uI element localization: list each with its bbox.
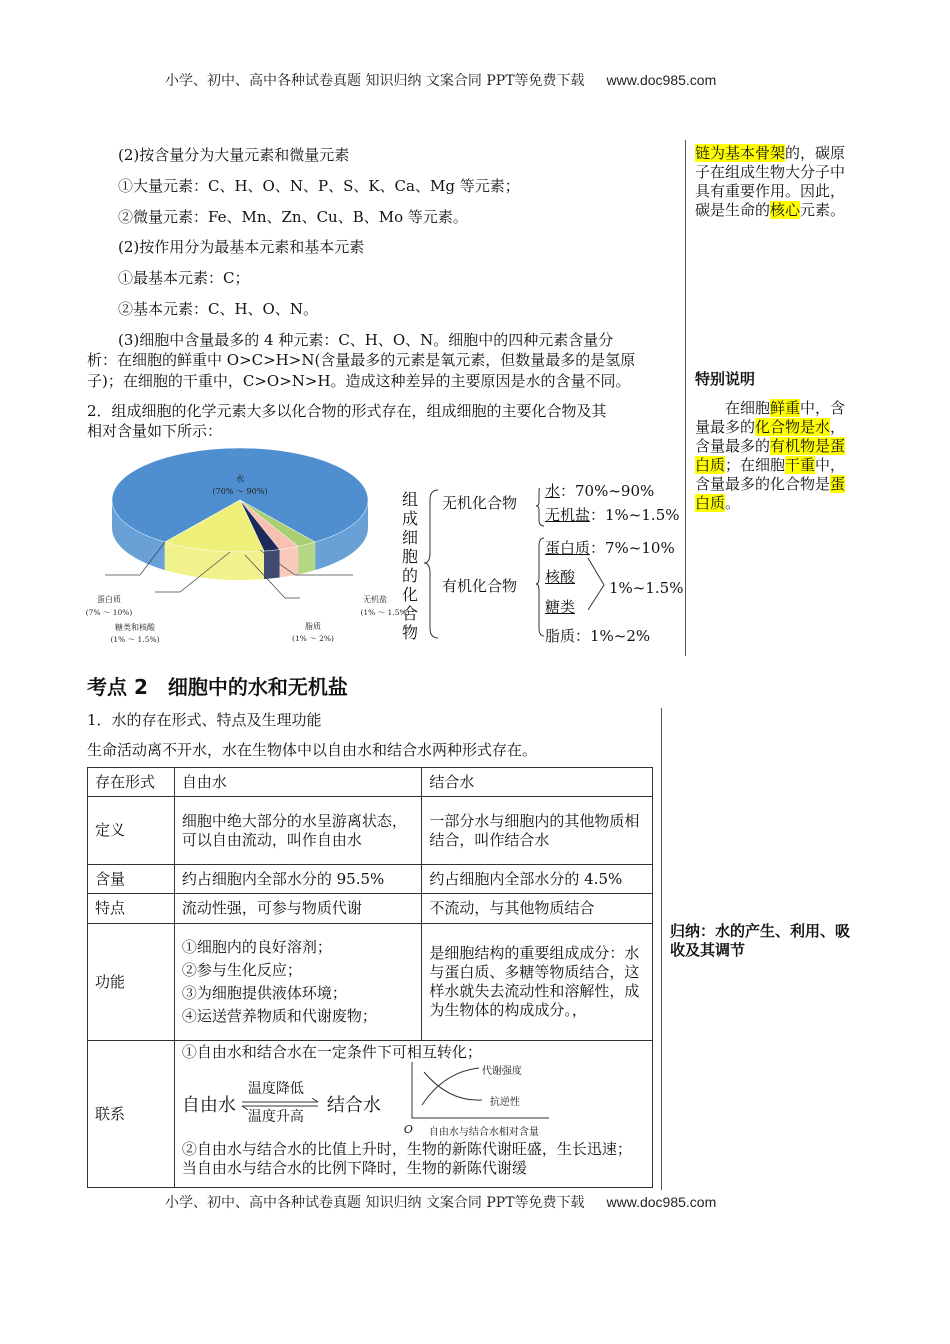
note-text: 中，含 [800, 399, 846, 417]
body-line: (2)按作用分为最基本元素和基本元素 [118, 238, 365, 256]
divider [661, 708, 662, 1190]
side-note-title: 特别说明 [695, 370, 756, 388]
highlight-text: 白质 [695, 494, 726, 512]
body-line: ①最基本元素：C； [118, 269, 250, 287]
table-cell: 是细胞结构的重要组成成分：水与蛋白质、多糖等物质结合，这样水就失去流动性和溶解性，成为生物体的构成成分。， [422, 924, 653, 1041]
footer-text: 小学、初中、高中各种试卷真题 知识归纳 文案合同 PPT等免费下载 [165, 1195, 585, 1211]
tree-inorganic: 无机化合物 [442, 494, 518, 512]
side-note-line [695, 182, 845, 201]
side-note-special [695, 370, 845, 513]
tree-salt: 无机盐 [545, 506, 591, 524]
header-text: 小学、初中、高中各种试卷真题 知识归纳 文案合同 PPT等免费下载 [165, 73, 585, 89]
pie-range: (7% ～ 10%) [85, 608, 133, 617]
highlight-text: 白质 [695, 456, 726, 474]
side-note-line [695, 418, 845, 437]
pie-label: 糖类和核酸 [115, 623, 155, 632]
pie-range-water: (70% ～ 90%) [212, 487, 268, 496]
graph-x-label: 自由水与结合水相对含量 [428, 1127, 539, 1138]
side-note-line [695, 475, 845, 494]
header-cell: 结合水 [422, 768, 653, 797]
pie-label: 蛋白质 [97, 595, 121, 604]
pie-wall-1 [298, 542, 315, 574]
highlight-text: 有机物是蛋 [770, 437, 846, 455]
body-line: 析：在细胞的鲜重中 O>C>H>N(含量最多的元素是氧元素，但数量最多的是氢原 [87, 351, 636, 369]
metabolism-graph [404, 1060, 554, 1132]
note-text: 。 [725, 494, 741, 512]
table-row [88, 797, 653, 865]
table-cell [174, 1041, 652, 1188]
water-table [87, 767, 653, 1188]
graph-metabolism-label: 代谢强度 [481, 1066, 522, 1077]
header-cell: 存在形式 [88, 768, 175, 797]
section-title: 考点 2 细胞中的水和无机盐 [87, 675, 348, 699]
subheading: 1．水的存在形式、特点及生理功能 [87, 711, 322, 729]
tree-water: 水 [545, 482, 561, 500]
highlight-text: 蛋 [830, 475, 846, 493]
table-cell: 一部分水与细胞内的其他物质相结合，叫作结合水 [422, 797, 653, 865]
cond-up: 温度升高 [247, 1109, 304, 1125]
highlight-text: 干重 [785, 456, 816, 474]
body-line: ②微量元素：Fe、Mn、Zn、Cu、B、Mo 等元素。 [118, 208, 468, 226]
side-note-line [695, 144, 845, 163]
list-item: ①细胞内的良好溶剂； [181, 938, 332, 956]
side-note-water: 归纳：水的产生、利用、吸收及其调节 [670, 922, 851, 959]
row-label: 功能 [88, 924, 175, 1041]
note-text: 子在组成生物大分子中 [695, 163, 846, 181]
body-line: ②基本元素：C、H、O、N。 [118, 300, 318, 318]
free-water-label: 自由水 [181, 1095, 236, 1116]
body-line: 相对含量如下所示： [87, 422, 223, 440]
highlight-text: 链为基本骨架 [695, 144, 786, 162]
pie-label: 脂质 [305, 622, 321, 631]
row-label: 联系 [88, 1041, 175, 1188]
bound-water-label: 结合水 [326, 1095, 381, 1116]
page-header [165, 70, 716, 90]
list-item: ②参与生化反应； [181, 961, 302, 979]
note-text: 含量最多的化合物是 [695, 475, 831, 493]
table-row [88, 924, 653, 1041]
highlight-text: 鲜重 [770, 399, 801, 417]
table-row [88, 865, 653, 894]
table-row [88, 894, 653, 924]
table-cell: 流动性强，可参与物质代谢 [174, 894, 422, 924]
table-row [88, 1041, 653, 1188]
note-text: 具有重要作用。因此， [695, 182, 846, 200]
tree-salt-value: ：1%~1.5% [590, 506, 680, 524]
tree-ns-value: 1%~1.5% [609, 579, 684, 597]
body-line: 2．组成细胞的化学元素大多以化合物的形式存在，组成细胞的主要化合物及其 [87, 402, 607, 420]
row-label: 含量 [88, 865, 175, 894]
list-item: ④运送营养物质和代谢废物； [181, 1007, 377, 1025]
table-cell [174, 924, 422, 1041]
graph-origin: O [403, 1123, 413, 1136]
double-arrow-icon [240, 1098, 320, 1110]
footer-url[interactable]: www.doc985.com [606, 1194, 717, 1210]
highlight-text: 核心 [770, 201, 801, 219]
body-line: 子)；在细胞的干重中，C>O>N>H。造成这种差异的主要原因是水的含量不同。 [87, 372, 631, 390]
tree-organic: 有机化合物 [442, 577, 518, 595]
tree-protein-value: ：7%~10% [590, 539, 675, 557]
tree-lipid-value: ：1%~2% [575, 627, 651, 645]
side-note-line [695, 494, 845, 513]
pie-wall-3 [264, 549, 280, 579]
cond-down: 温度降低 [247, 1081, 304, 1097]
tree-lipid: 脂质 [545, 627, 576, 645]
pie-label: 无机盐 [363, 595, 387, 604]
pie-range: (1% ～ 1.5%) [110, 635, 160, 644]
side-note-line [695, 456, 845, 475]
graph-resistance-label: 抗逆性 [489, 1097, 520, 1108]
note-text: 元素。 [800, 201, 846, 219]
note-text: 中， [815, 456, 846, 474]
compound-tree [400, 482, 690, 648]
table-row [88, 768, 653, 797]
header-cell: 自由水 [174, 768, 422, 797]
header-url[interactable]: www.doc985.com [606, 72, 717, 88]
tree-water-value: ：70%~90% [560, 482, 655, 500]
link-text-2: ②自由水与结合水的比值上升时，生物的新陈代谢旺盛，生长迅速；当自由水与结合水的比例下降时，生物的新陈代谢缓 [181, 1140, 632, 1177]
page-footer [165, 1192, 716, 1212]
pie-range: (1% ～ 1.5%) [360, 608, 410, 617]
highlight-text: 化合物是水 [755, 418, 831, 436]
pie-wall-2 [280, 546, 299, 577]
side-note-line [695, 437, 845, 456]
row-label: 定义 [88, 797, 175, 865]
side-note-carbon [695, 144, 845, 220]
tree-protein: 蛋白质 [545, 539, 591, 557]
table-cell: 不流动，与其他物质结合 [422, 894, 653, 924]
conversion-diagram [182, 1062, 645, 1140]
body-line: (2)按含量分为大量元素和微量元素 [118, 146, 350, 164]
body-line: ①大量元素：C、H、O、N、P、S、K、Ca、Mg 等元素； [118, 177, 520, 195]
table-cell: 约占细胞内全部水分的 95.5% [174, 865, 422, 894]
tree-nucleic: 核酸 [545, 568, 576, 586]
list-item: ③为细胞提供液体环境； [181, 984, 347, 1002]
pie-range: (1% ～ 2%) [292, 634, 334, 643]
row-label: 特点 [88, 894, 175, 924]
note-text: ， [830, 418, 846, 436]
note-text: 在细胞 [695, 399, 771, 417]
side-note-line [695, 399, 845, 418]
body-line: (3)细胞中含量最多的 4 种元素：C、H、O、N。细胞中的四种元素含量分 [118, 331, 614, 349]
note-text: 碳是生命的 [695, 201, 771, 219]
note-text: 含量最多的 [695, 437, 771, 455]
pie-label-water: 水 [235, 475, 245, 485]
side-note-line [695, 163, 845, 182]
tree-root: 组成细胞的化合物 [402, 490, 419, 642]
note-text: ；在细胞 [725, 456, 786, 474]
side-note-line [695, 201, 845, 220]
intro-text: 生命活动离不开水，水在生物体中以自由水和结合水两种形式存在。 [87, 741, 538, 759]
compound-pie-chart [85, 440, 415, 655]
table-cell: 细胞中绝大部分的水呈游离状态，可以自由流动，叫作自由水 [174, 797, 422, 865]
link-text-1: ①自由水和结合水在一定条件下可相互转化； [181, 1043, 482, 1061]
table-cell: 约占细胞内全部水分的 4.5% [422, 865, 653, 894]
note-text: 量最多的 [695, 418, 756, 436]
tree-sugar: 糖类 [545, 598, 576, 616]
note-text: 的，碳原 [785, 144, 846, 162]
